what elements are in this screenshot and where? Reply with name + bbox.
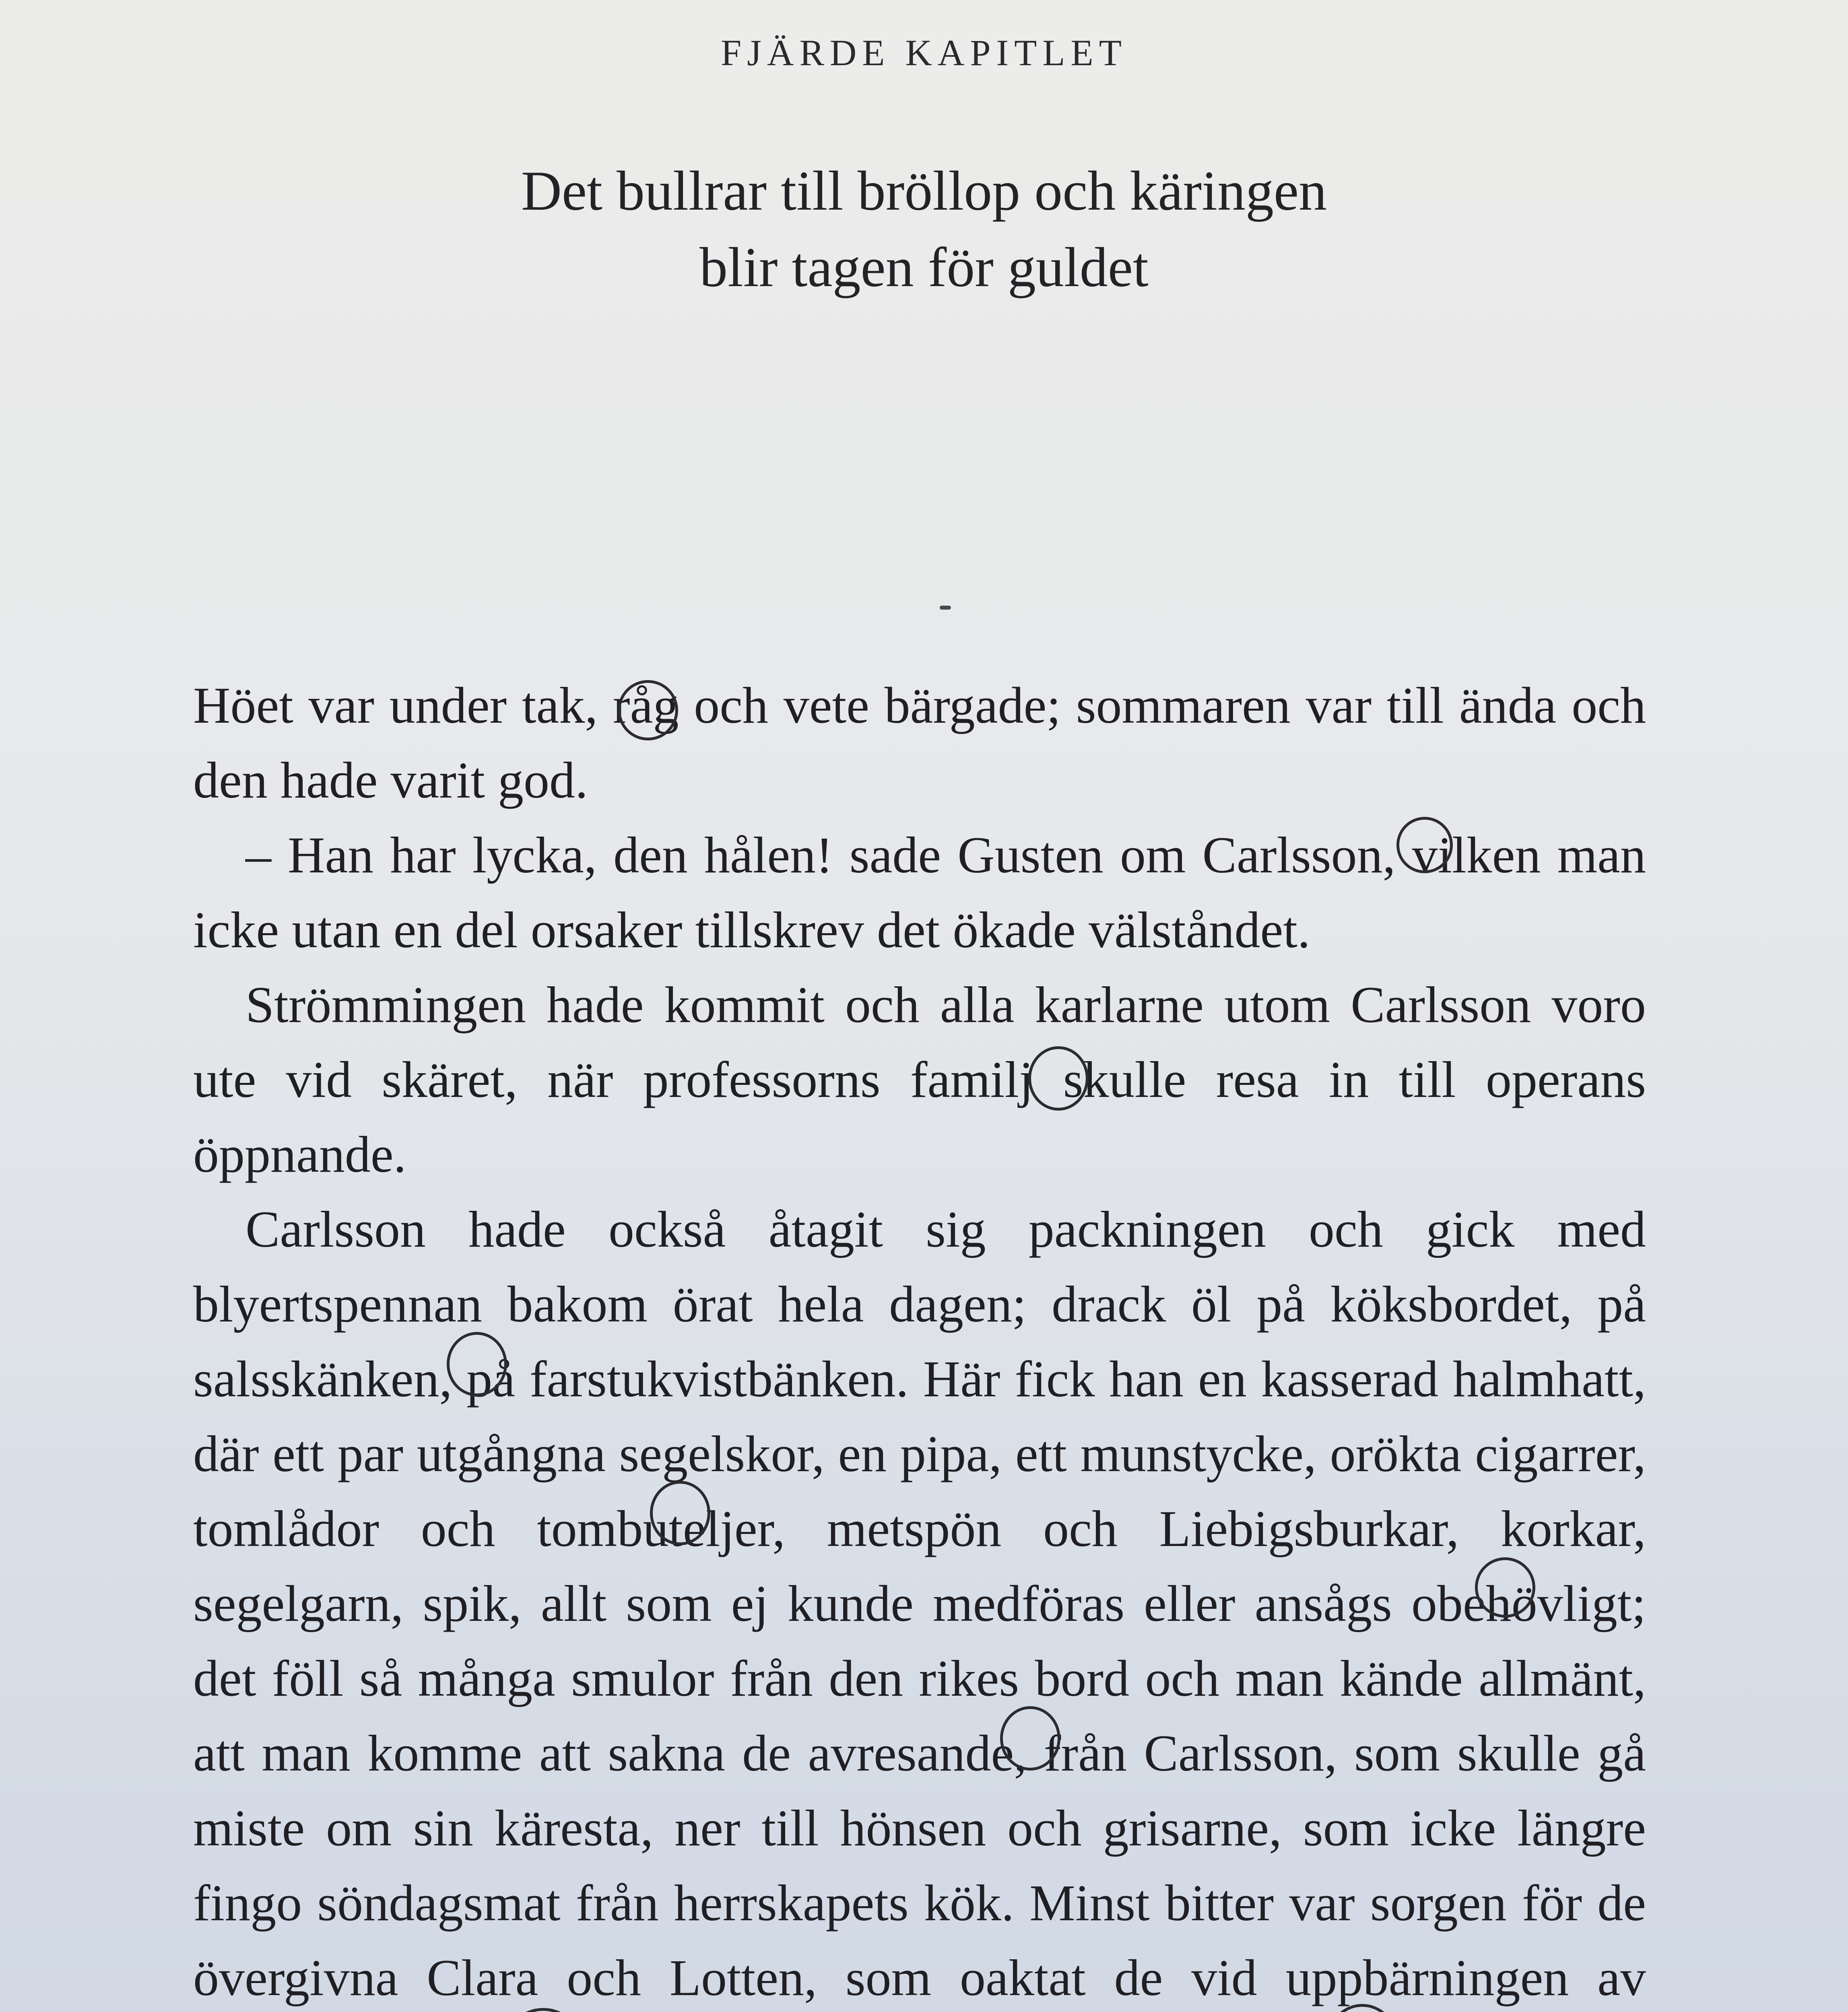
- chapter-title-line-1: Det bullrar till bröllop och käringen: [521, 160, 1327, 222]
- chapter-title-line-2: blir tagen för guldet: [699, 236, 1149, 299]
- pen-circle-mark: [1028, 1046, 1089, 1111]
- pen-circle-mark: [447, 1332, 507, 1396]
- chapter-title: [0, 153, 1848, 306]
- pen-circle-mark: [1396, 817, 1453, 873]
- paragraph-2: – Han har lycka, den hålen! sade Gusten om Carlsson, vilken man icke utan en del orsaker tillskrev det ökade välståndet.: [193, 827, 1646, 959]
- pen-circle-mark: [618, 680, 678, 740]
- chapter-label: FJÄRDE KAPITLET: [721, 32, 1127, 73]
- section-dot: [940, 606, 951, 610]
- paragraph-3: Strömmingen hade kommit och alla karlarne utom Carlsson voro ute vid skäret, när professorns familj skulle resa in till operans öppnande.: [193, 976, 1646, 1183]
- pen-circle-mark: [1000, 1706, 1060, 1771]
- pen-circle-mark: [1475, 1557, 1535, 1618]
- paragraph-4: Carlsson hade också åtagit sig packningen och gick med blyertspennan bakom örat hela dagen; drack öl på köksbordet, på salsskänken, på farstukvistbänken. Här fick han en kasserad halmhatt, där ett par utgångna segelskor, en pipa, ett munstycke, orökta cigarrer, tomlådor och tombuteljer, metspön och Liebigsburkar, korkar, segelgarn, spik, allt som ej kunde medföras eller ansågs obehövligt; det föll så många smulor från den rikes bord och man kände allmänt, att man komme att sakna de avresande, från Carlsson, som skulle gå miste om sin käresta, ner till hönsen och grisarne, som icke längre fingo söndagsmat från herrskapets kök. Minst bitter var sorgen för de övergivna Clara och Lotten, som oaktat de vid uppbärningen av: [193, 1201, 1646, 2006]
- pen-circle-mark: [650, 1481, 710, 1545]
- paragraph-1: Höet var under tak, råg och vete bärgade; sommaren var till ända och den hade varit god.: [193, 677, 1646, 809]
